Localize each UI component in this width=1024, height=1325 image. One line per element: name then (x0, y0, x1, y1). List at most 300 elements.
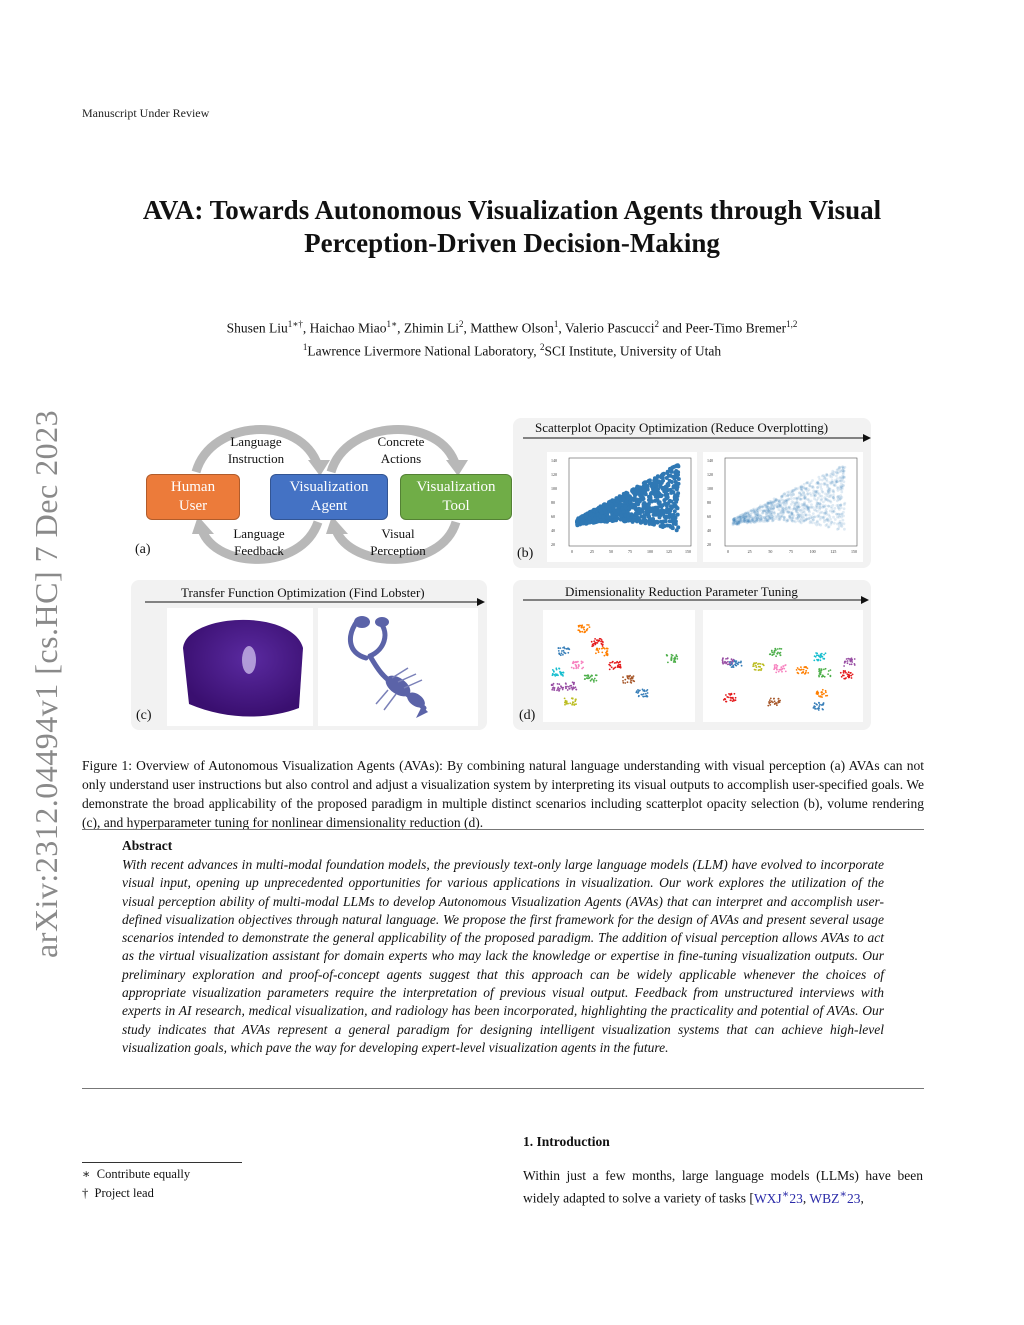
embedding-point (638, 695, 640, 697)
scatter-point (820, 495, 823, 498)
embedding-point (732, 666, 734, 668)
embedding-point (726, 696, 728, 698)
scatter-point (673, 519, 677, 523)
embedding-point (604, 655, 606, 657)
embedding-point (593, 640, 595, 642)
embedding-point (572, 682, 574, 684)
embedding-point (726, 701, 728, 703)
embedding-point (588, 677, 590, 679)
embedding-point (725, 658, 727, 660)
embedding-point (583, 626, 585, 628)
scatter-point (617, 496, 621, 500)
embedding-point (556, 669, 558, 671)
scatter-point (801, 508, 804, 511)
embedding-after (703, 610, 863, 722)
label-line: Language (230, 434, 282, 449)
abstract-heading: Abstract (122, 838, 173, 853)
embedding-point (800, 666, 802, 668)
embedding-point (596, 648, 598, 650)
embedding-point (781, 671, 783, 673)
x-tick-label: 100 (647, 549, 653, 554)
scatter-point (843, 480, 846, 483)
scatter-point (673, 497, 677, 501)
scatter-point (783, 502, 786, 505)
scatter-point (632, 491, 636, 495)
volume-cylinder (167, 608, 313, 726)
scatter-point (776, 505, 779, 508)
scatter-point (750, 515, 753, 518)
embedding-point (584, 678, 586, 680)
scatter-point (791, 517, 794, 520)
scatter-point (738, 519, 741, 522)
embedding-point (578, 665, 580, 667)
embedding-point (818, 656, 820, 658)
embedding-point (814, 708, 816, 710)
scatter-point (647, 515, 651, 519)
scatter-point (806, 498, 809, 501)
embedding-point (607, 650, 609, 652)
embedding-point (588, 624, 590, 626)
scatter-point (800, 512, 803, 515)
embedding-point (753, 665, 755, 667)
x-tick-label: 75 (628, 549, 632, 554)
embedding-point (850, 672, 852, 674)
embedding-point (581, 668, 583, 670)
scatter-point (773, 497, 776, 500)
divider-bottom (82, 1088, 924, 1089)
introduction-body (523, 1166, 923, 1208)
author-name: and Peer-Timo Bremer (659, 320, 787, 336)
embedding-point (821, 704, 823, 706)
scatter-point (803, 508, 806, 511)
embedding-point (843, 672, 845, 674)
scatter-point (830, 473, 833, 476)
embedding-point (591, 645, 593, 647)
x-tick-label: 100 (809, 549, 816, 554)
scatter-point (798, 491, 801, 494)
scatter-point (662, 509, 666, 513)
scatter-point (800, 486, 803, 489)
scatter-point (819, 503, 822, 506)
scatter-point (831, 481, 834, 484)
embedding-point (598, 651, 600, 653)
scatter-point (794, 487, 797, 490)
scatter-point (665, 515, 669, 519)
embedding-point (820, 692, 822, 694)
y-tick-label: 140 (707, 458, 713, 463)
embedding-point (777, 648, 779, 650)
embedding-point (575, 689, 577, 691)
embedding-point (600, 641, 602, 643)
scatter-point (662, 489, 666, 493)
embedding-point (851, 659, 853, 661)
embedding-point (667, 662, 669, 664)
scatter-point (623, 504, 627, 508)
embedding-point (567, 703, 569, 705)
embedding-point (553, 671, 555, 673)
scatter-point (675, 473, 679, 477)
embedding-point (578, 626, 580, 628)
embedding-point (818, 676, 820, 678)
embedding-point (741, 665, 743, 667)
embedding-point (852, 674, 854, 676)
embedding-point (777, 652, 779, 654)
embedding-point (820, 672, 822, 674)
embedding-point (622, 680, 624, 682)
scatter-point (839, 479, 842, 482)
scatter-point (827, 520, 830, 523)
scatter-point (825, 511, 828, 514)
scatter-point (765, 514, 768, 517)
embedding-point (586, 624, 588, 626)
scatter-point (753, 512, 756, 515)
scatter-point (825, 478, 828, 481)
embedding-point (828, 670, 830, 672)
cite-key: WBZ (809, 1190, 840, 1206)
scatter-point (782, 493, 785, 496)
y-tick-label: 120 (551, 472, 557, 477)
scatter-point (841, 475, 844, 478)
embedding-point (850, 675, 852, 677)
embedding-point (561, 652, 563, 654)
human-user-box (146, 474, 240, 520)
divider-top (82, 829, 924, 830)
embedding-point (734, 693, 736, 695)
scatter-point (840, 516, 843, 519)
scatter-point (584, 514, 588, 518)
embedding-point (844, 678, 846, 680)
y-tick-label: 120 (707, 472, 713, 477)
scatter-point (676, 513, 680, 517)
embedding-point (774, 651, 776, 653)
embedding-point (777, 702, 779, 704)
scatter-point (832, 494, 835, 497)
embedding-point (596, 674, 598, 676)
scatter-point (588, 512, 592, 516)
embedding-point (572, 703, 574, 705)
embedding-point (607, 648, 609, 650)
scatter-point (842, 519, 845, 522)
scatter-point (657, 511, 661, 515)
scatter-point (746, 521, 749, 524)
scatter-point (827, 500, 830, 503)
embedding-point (780, 652, 782, 654)
embedding-point (574, 703, 576, 705)
lobster-icon (318, 608, 478, 726)
embedding-point (609, 665, 611, 667)
embedding-point (803, 669, 805, 671)
embedding-point (754, 662, 756, 664)
cite-sep: , (802, 1190, 810, 1206)
scatter-point (750, 510, 753, 513)
embedding-point (729, 661, 731, 663)
scatter-point (788, 511, 791, 514)
embedding-point (593, 679, 595, 681)
embedding-point (819, 670, 821, 672)
scatter-point (648, 481, 652, 485)
embedding-point (730, 699, 732, 701)
scatter-point (614, 518, 618, 522)
embedding-point (581, 624, 583, 626)
scatter-point (588, 517, 592, 521)
running-header: Manuscript Under Review (82, 106, 210, 120)
embedding-point (611, 662, 613, 664)
scatter-point (796, 505, 799, 508)
embedding-point (584, 631, 586, 633)
scatter-point (580, 514, 584, 518)
scatter-point (819, 518, 822, 521)
scatter-point (733, 517, 736, 520)
scatter-point (813, 508, 816, 511)
affil-name: SCI Institute, University of Utah (544, 343, 722, 358)
scatter-point (664, 497, 668, 501)
embedding-point (619, 661, 621, 663)
embedding-point (591, 679, 593, 681)
label-line: Actions (380, 451, 422, 466)
scatter-point (803, 493, 806, 496)
embedding-point (755, 665, 757, 667)
scatter-point (771, 515, 774, 518)
embedding-point (671, 654, 673, 656)
scatter-point (797, 497, 800, 500)
embedding-point (581, 631, 583, 633)
embedding-point (822, 689, 824, 691)
embedding-point (584, 675, 586, 677)
embedding-point (644, 695, 646, 697)
embedding-before (543, 610, 695, 722)
panel-b-title: Scatterplot Opacity Optimization (Reduce Overplotting) (535, 420, 829, 435)
embedding-point (609, 669, 611, 671)
embedding-point (823, 658, 825, 660)
scatter-point (774, 515, 777, 518)
embedding-point (822, 656, 824, 658)
author-affil: 1,2 (786, 319, 798, 329)
scatter-point (653, 476, 657, 480)
embedding-point (557, 687, 559, 689)
scatterplot-opaque (547, 452, 697, 562)
citation-link[interactable] (753, 1188, 803, 1206)
figure-panel-b (513, 418, 871, 568)
figure-panel-c (131, 580, 487, 730)
title-line-1: AVA: Towards Autonomous Visualization Agents through Visual (142, 195, 882, 225)
scatter-point (768, 502, 771, 505)
scatter-point (778, 508, 781, 511)
embedding-point (755, 669, 757, 671)
scatter-point (837, 506, 840, 509)
scatter-point (659, 493, 663, 497)
scatter-point (788, 498, 791, 501)
scatter-point (771, 502, 774, 505)
embedding-point (630, 682, 632, 684)
embedding-point (738, 662, 740, 664)
embedding-point (606, 653, 608, 655)
embedding-point (560, 672, 562, 674)
figure-caption: Figure 1: Overview of Autonomous Visualization Agents (AVAs): By combining natural language understanding with visual perception (a) AVAs can not only understand user instructions but also control and adjust a visualization system by interpreting its visual outputs to accomplish user-specified goals. We demonstrate the broad applicability of the proposed paradigm in multiple distinct scenarios including scatterplot opacity selection (b), volume rendering (c), and hyperparameter tuning for nonlinear dimensionality reduction (d). (82, 758, 924, 830)
scatter-point (836, 487, 839, 490)
embedding-point (560, 685, 562, 687)
scatter-point (803, 497, 806, 500)
embedding-point (616, 661, 618, 663)
embedding-point (759, 669, 761, 671)
scatter-point (835, 471, 838, 474)
scatter-point (653, 489, 657, 493)
embedding-point (575, 665, 577, 667)
scatter-point (626, 519, 630, 523)
label-line: Instruction (227, 451, 285, 466)
scatter-point (795, 501, 798, 504)
embedding-point (564, 648, 566, 650)
embedding-point (769, 704, 771, 706)
scatter-point (670, 469, 674, 473)
embedding-point (818, 695, 820, 697)
scatter-point (843, 507, 846, 510)
embedding-point (573, 661, 575, 663)
scatter-point (652, 523, 656, 527)
embedding-point (627, 681, 629, 683)
scatter-point (825, 519, 828, 522)
scatter-point (581, 521, 585, 525)
author-affil: 1∗† (287, 319, 303, 329)
scatter-point (672, 485, 676, 489)
embedding-point (724, 698, 726, 700)
scatter-point (799, 516, 802, 519)
footnote-text: Project lead (94, 1186, 154, 1200)
embedding-point (593, 681, 595, 683)
scatter-point (592, 508, 596, 512)
scatter-point (777, 518, 780, 521)
embedding-point (823, 675, 825, 677)
x-tick-label: 125 (666, 549, 672, 554)
y-tick-label: 40 (707, 528, 711, 533)
scatter-point (812, 519, 815, 522)
scatter-point (827, 489, 830, 492)
embedding-point (851, 661, 853, 663)
scatter-point (815, 524, 818, 527)
scatter-point (770, 507, 773, 510)
embedding-point (727, 658, 729, 660)
scatter-point (818, 476, 821, 479)
label-language-instruction (216, 433, 296, 467)
scatter-point (833, 522, 836, 525)
embedding-point (767, 705, 769, 707)
scatter-point (830, 476, 833, 479)
embedding-point (674, 658, 676, 660)
scatter-point (792, 501, 795, 504)
embedding-point (843, 675, 845, 677)
x-tick-label: 25 (747, 549, 752, 554)
box-label: Human (170, 479, 216, 495)
x-tick-label: 150 (851, 549, 857, 554)
embedding-point (630, 678, 632, 680)
embedding-point (566, 686, 568, 688)
embedding-point (671, 656, 673, 658)
scatter-point (786, 509, 789, 512)
scatter-point (790, 492, 793, 495)
box-label: Tool (442, 498, 470, 514)
scatter-point (816, 515, 819, 518)
embedding-point (591, 675, 593, 677)
scatter-point (828, 525, 831, 528)
scatter-point (659, 505, 663, 509)
footnote-mark: † (82, 1186, 89, 1200)
scatter-point (823, 483, 826, 486)
y-tick-label: 60 (707, 514, 711, 519)
volume-render-before (167, 608, 313, 726)
embedding-point (572, 697, 574, 699)
scatter-point (840, 513, 843, 516)
embedding-point (577, 667, 579, 669)
scatter-point (816, 520, 819, 523)
cite-sup: ∗ (839, 1188, 848, 1200)
embedding-point (580, 631, 582, 633)
scatter-point (782, 499, 785, 502)
y-tick-label: 20 (707, 542, 711, 547)
scatter-point (810, 506, 813, 509)
scatter-point (839, 485, 842, 488)
box-label: Agent (310, 498, 348, 514)
scatter-point (803, 503, 806, 506)
embedding-point (573, 702, 575, 704)
embedding-point (818, 707, 820, 709)
embedding-point (823, 654, 825, 656)
embedding-point (587, 674, 589, 676)
scatter-point (673, 509, 677, 513)
citation-link[interactable] (809, 1188, 861, 1206)
embedding-point (774, 700, 776, 702)
scatter-point (837, 527, 840, 530)
y-tick-label: 80 (551, 500, 555, 505)
embedding-point (567, 652, 569, 654)
embedding-point (597, 640, 599, 642)
author-name: , Zhimin Li (397, 320, 460, 336)
scatter-point (612, 506, 616, 510)
embedding-point (825, 652, 827, 654)
footnote-mark: ∗ (82, 1167, 91, 1181)
embedding-point (602, 645, 604, 647)
embedding-point (843, 665, 845, 667)
embedding-point (556, 689, 558, 691)
label-language-feedback (219, 525, 299, 559)
author-name: , Matthew Olson (463, 320, 554, 336)
embedding-point (847, 658, 849, 660)
x-tick-label: 150 (685, 549, 691, 554)
scatter-point (825, 524, 828, 527)
scatter-point (668, 524, 672, 528)
scatter-point (814, 491, 817, 494)
scatter-point (634, 512, 638, 516)
embedding-point (775, 649, 777, 651)
embedding-point (783, 668, 785, 670)
embedding-point (757, 663, 759, 665)
scatter-point (835, 513, 838, 516)
embedding-point (780, 654, 782, 656)
embedding-point (562, 672, 564, 674)
scatter-point (604, 504, 608, 508)
label-line: Perception (370, 543, 426, 558)
embedding-point (576, 667, 578, 669)
embedding-point (572, 689, 574, 691)
embedding-point (821, 653, 823, 655)
embedding-point (622, 682, 624, 684)
scatter-point (830, 521, 833, 524)
embedding-point (564, 704, 566, 706)
embedding-point (736, 663, 738, 665)
label-visual-perception (358, 525, 438, 559)
scatter-point (648, 508, 652, 512)
embedding-point (591, 641, 593, 643)
scatter-point (643, 491, 647, 495)
embedding-point (819, 704, 821, 706)
